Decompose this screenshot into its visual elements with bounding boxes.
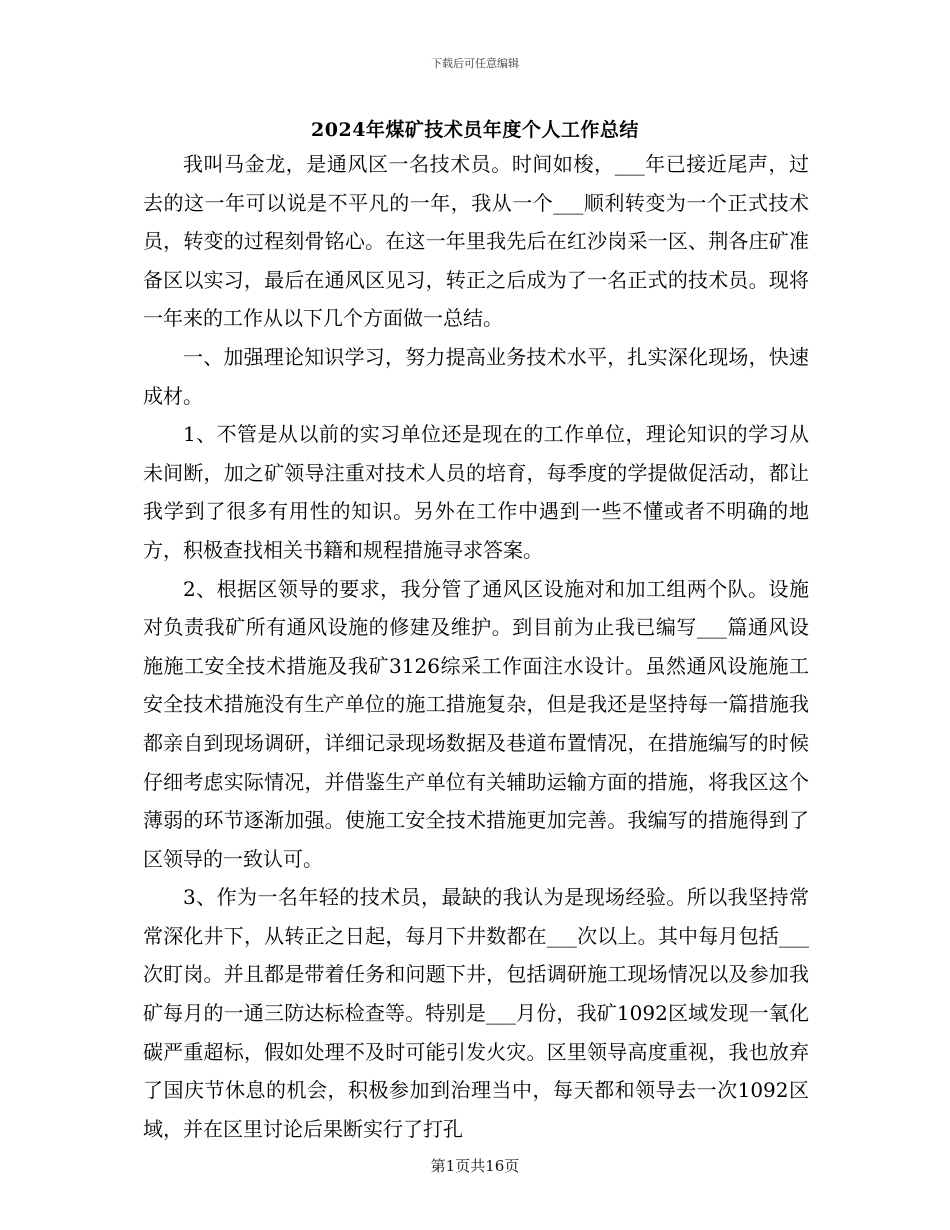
paragraph-item-3: 3、作为一名年轻的技术员，最缺的我认为是现场经验。所以我坚持常常深化井下，从转正之日起，每月下井数都在___次以上。其中每月包括___次盯岗。并且都是带着任务和问题下井，包括调研施工现场情况以及参加我矿每月的一通三防达标检查等。特别是___月份，我矿1092区域发现一氧化碳严重超标，假如处理不及时可能引发火灾。区里领导高度重视，我也放弃了国庆节休息的机会，积极参加到治理当中，每天都和领导去一次1092区域，并在区里讨论后果断实行了打孔 [143, 885, 809, 1141]
page-header: 下载后可任意编辑 [431, 57, 519, 70]
page-footer: 第1页共16页 [430, 1157, 520, 1175]
paragraph-intro: 我叫马金龙，是通风区一名技术员。时间如梭，___年已接近尾声，过去的这一年可以说是不平凡的一年，我从一个___顺利转变为一个正式技术员，转变的过程刻骨铭心。在这一年里我先后在红沙岗采一区、荆各庄矿准备区以实习，最后在通风区见习，转正之后成为了一名正式的技术员。现将一年来的工作从以下几个方面做一总结。 [143, 152, 809, 331]
document-title: 2024年煤矿技术员年度个人工作总结 [311, 119, 639, 141]
document-body [143, 145, 809, 1148]
paragraph-item-1: 1、不管是从以前的实习单位还是现在的工作单位，理论知识的学习从未间断，加之矿领导注重对技术人员的培育，每季度的学提做促活动，都让我学到了很多有用性的知识。另外在工作中遇到一些不懂或者不明确的地方，积极查找相关书籍和规程措施寻求答案。 [143, 422, 809, 562]
paragraph-item-2: 2、根据区领导的要求，我分管了通风区设施对和加工组两个队。设施对负责我矿所有通风设施的修建及维护。到目前为止我已编写___篇通风设施施工安全技术措施及我矿3126综采工作面注水设计。虽然通风设施施工安全技术措施没有生产单位的施工措施复杂，但是我还是坚持每一篇措施我都亲自到现场调研，详细记录现场数据及巷道布置情况，在措施编写的时候仔细考虑实际情况，并借鉴生产单位有关辅助运输方面的措施，将我区这个薄弱的环节逐渐加强。使施工安全技术措施更加完善。我编写的措施得到了区领导的一致认可。 [143, 576, 809, 871]
paragraph-section-heading: 一、加强理论知识学习，努力提高业务技术水平，扎实深化现场，快速成材。 [143, 344, 809, 408]
